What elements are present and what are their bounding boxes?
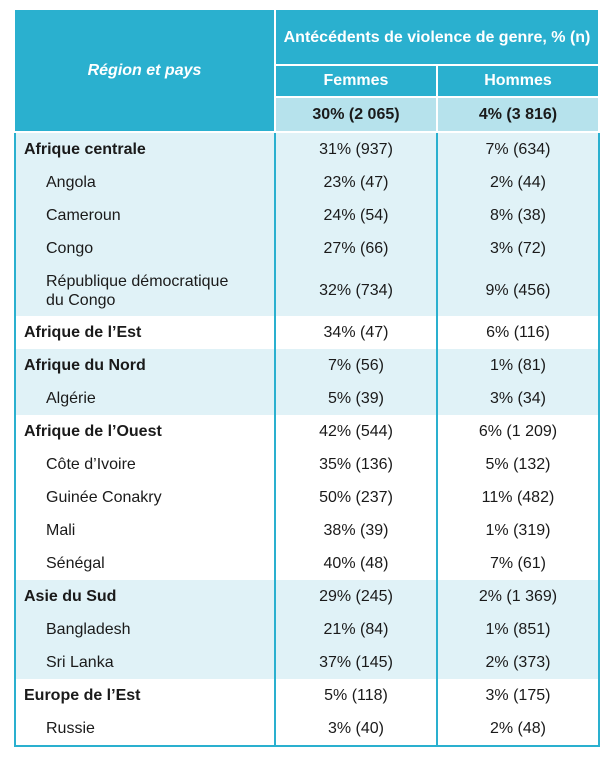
data-table-container (14, 8, 598, 756)
women-value: 34% (47) (275, 316, 437, 349)
men-total: 4% (3 816) (437, 97, 599, 132)
men-value: 3% (34) (437, 382, 599, 415)
men-column-header: Hommes (437, 65, 599, 97)
table-row (15, 679, 599, 712)
row-label: Sri Lanka (15, 646, 275, 679)
women-value: 31% (937) (275, 132, 437, 166)
men-value: 1% (319) (437, 514, 599, 547)
table-row (15, 646, 599, 679)
women-value: 7% (56) (275, 349, 437, 382)
women-value: 5% (118) (275, 679, 437, 712)
women-value: 23% (47) (275, 166, 437, 199)
row-label: Côte d’Ivoire (15, 448, 275, 481)
row-label: Russie (15, 712, 275, 746)
row-label: Guinée Conakry (15, 481, 275, 514)
women-value: 3% (40) (275, 712, 437, 746)
women-value: 50% (237) (275, 481, 437, 514)
women-value: 5% (39) (275, 382, 437, 415)
table-row (15, 514, 599, 547)
men-value: 3% (72) (437, 232, 599, 265)
row-label: Afrique centrale (15, 132, 275, 166)
table-row (15, 265, 599, 316)
men-value: 1% (81) (437, 349, 599, 382)
table-row (15, 712, 599, 746)
row-label: Europe de l’Est (15, 679, 275, 712)
men-value: 11% (482) (437, 481, 599, 514)
table-row (15, 132, 599, 166)
men-value: 7% (61) (437, 547, 599, 580)
women-value: 42% (544) (275, 415, 437, 448)
men-value: 2% (373) (437, 646, 599, 679)
women-value: 29% (245) (275, 580, 437, 613)
row-label: Sénégal (15, 547, 275, 580)
men-value: 9% (456) (437, 265, 599, 316)
women-total: 30% (2 065) (275, 97, 437, 132)
row-label: Bangladesh (15, 613, 275, 646)
women-value: 38% (39) (275, 514, 437, 547)
gbv-history-table (14, 8, 600, 747)
table-row (15, 232, 599, 265)
row-label: Algérie (15, 382, 275, 415)
table-row (15, 199, 599, 232)
row-label: Asie du Sud (15, 580, 275, 613)
table-header (15, 9, 599, 132)
table-row (15, 613, 599, 646)
men-value: 5% (132) (437, 448, 599, 481)
men-value: 6% (1 209) (437, 415, 599, 448)
table-row (15, 448, 599, 481)
women-column-header: Femmes (275, 65, 437, 97)
men-value: 7% (634) (437, 132, 599, 166)
men-value: 2% (44) (437, 166, 599, 199)
row-label: Mali (15, 514, 275, 547)
women-value: 32% (734) (275, 265, 437, 316)
table-row (15, 349, 599, 382)
row-label: Afrique du Nord (15, 349, 275, 382)
row-label: Congo (15, 232, 275, 265)
women-value: 35% (136) (275, 448, 437, 481)
men-value: 8% (38) (437, 199, 599, 232)
men-value: 1% (851) (437, 613, 599, 646)
row-label: Cameroun (15, 199, 275, 232)
women-value: 27% (66) (275, 232, 437, 265)
row-label-line: République démocratique (46, 272, 229, 290)
women-value: 37% (145) (275, 646, 437, 679)
table-row (15, 481, 599, 514)
row-label: Afrique de l’Est (15, 316, 275, 349)
table-body (15, 132, 599, 746)
men-value: 6% (116) (437, 316, 599, 349)
row-label-line: du Congo (46, 291, 116, 309)
men-value: 2% (1 369) (437, 580, 599, 613)
table-row (15, 382, 599, 415)
table-row (15, 316, 599, 349)
table-row (15, 415, 599, 448)
row-label: Afrique de l’Ouest (15, 415, 275, 448)
region-column-header: Région et pays (15, 9, 275, 132)
table-row (15, 547, 599, 580)
table-row (15, 166, 599, 199)
women-value: 21% (84) (275, 613, 437, 646)
women-value: 40% (48) (275, 547, 437, 580)
women-value: 24% (54) (275, 199, 437, 232)
men-value: 2% (48) (437, 712, 599, 746)
row-label: Angola (15, 166, 275, 199)
men-value: 3% (175) (437, 679, 599, 712)
table-row (15, 580, 599, 613)
row-label (15, 265, 275, 316)
violence-history-header: Antécédents de violence de genre, % (n) (275, 9, 599, 65)
